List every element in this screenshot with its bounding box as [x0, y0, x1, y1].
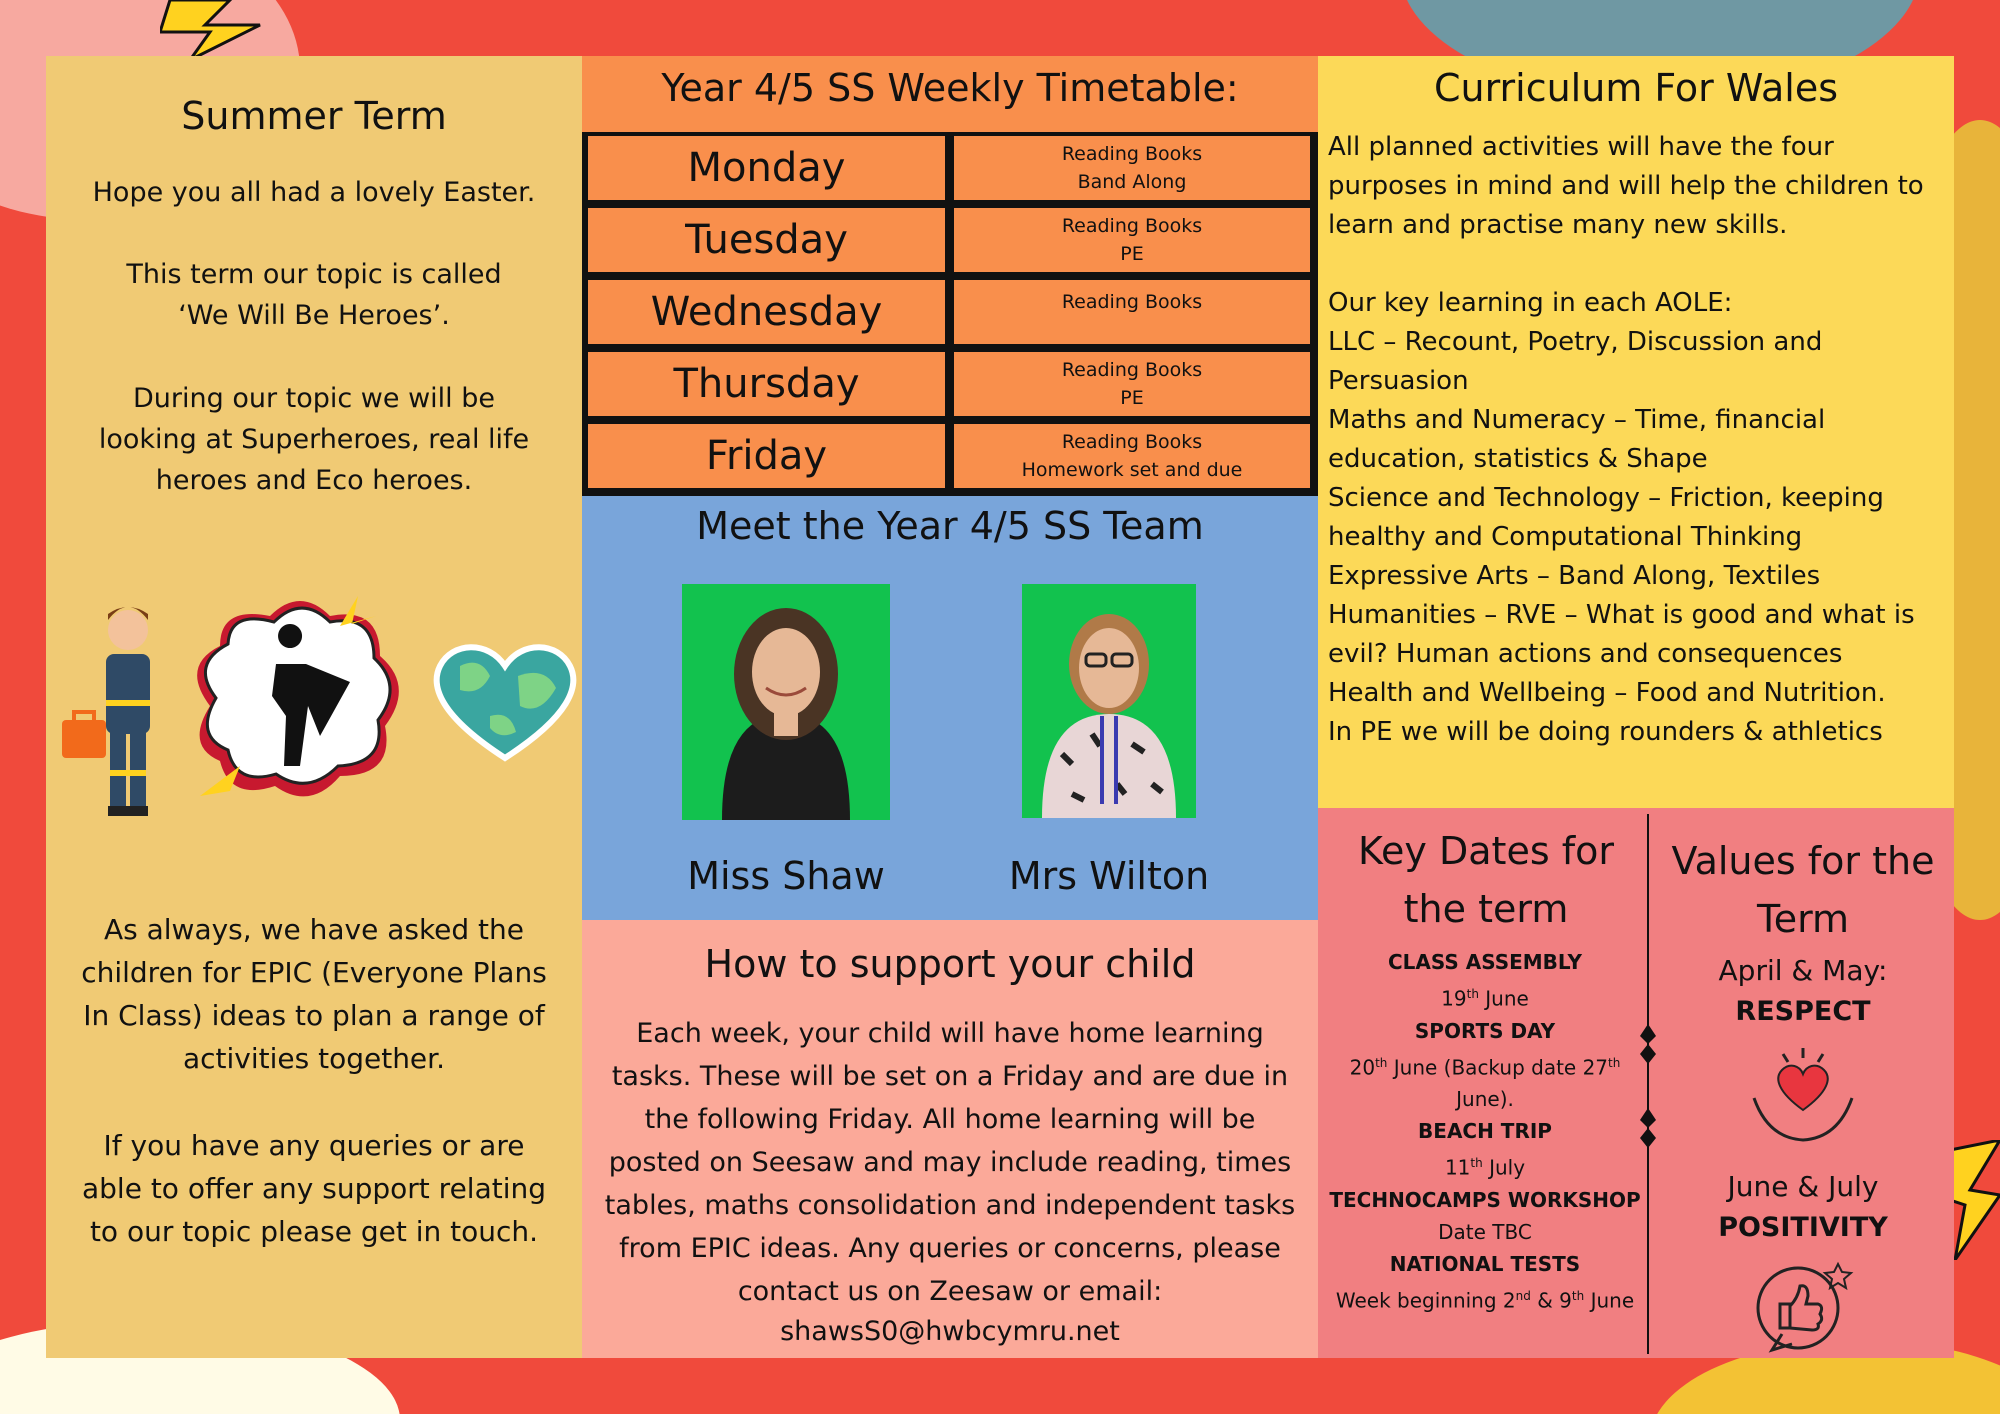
date-event-name: NATIONAL TESTS: [1389, 1251, 1581, 1276]
date-event-when: 11th July: [1444, 1155, 1526, 1180]
timetable-row: [582, 348, 1318, 416]
curriculum-text: [1328, 128, 1948, 752]
curriculum-item: Science and Technology – Friction, keeping healthy and Computational Thinking: [1328, 483, 1884, 552]
date-event-when: 20th June (Backup date 27th June).: [1349, 1055, 1621, 1112]
date-event-when: Date TBC: [1438, 1219, 1532, 1244]
date-event-name: CLASS ASSEMBLY: [1387, 950, 1583, 974]
timetable-row: [582, 420, 1318, 496]
date-event-when: 19th June: [1441, 986, 1529, 1011]
timetable-activities: Reading Books Homework set and due: [954, 424, 1310, 488]
timetable-title: Year 4/5 SS Weekly Timetable:: [661, 66, 1239, 110]
curriculum-title: Curriculum For Wales: [1433, 66, 1839, 110]
timetable-row: [582, 204, 1318, 272]
team-title: Meet the Year 4/5 SS Team: [696, 504, 1204, 548]
curriculum-intro: All planned activities will have the four purposes in mind and will help the children to learn and practise many new skills.: [1328, 132, 1924, 240]
timetable-panel: [582, 56, 1318, 496]
summer-para-1: Hope you all had a lovely Easter.: [92, 177, 536, 208]
summer-term-title: Summer Term: [181, 94, 447, 138]
summer-para-4: As always, we have asked the children for EPIC (Everyone Plans In Class) ideas to plan a range of activities together.: [81, 913, 547, 1075]
lightning-decor-right-icon: [1950, 1140, 2000, 1260]
superhero-burst-icon: [180, 586, 410, 826]
curriculum-panel: [1318, 56, 1954, 808]
values-period-1: April & May:: [1718, 954, 1888, 987]
summer-para-2: This term our topic is called ‘We Will Be Heroes’.: [126, 259, 502, 331]
curriculum-item: Humanities – RVE – What is good and what is evil? Human actions and consequences: [1328, 600, 1915, 669]
lightning-decor-icon: [160, 0, 280, 60]
divider-line: [1647, 814, 1649, 1354]
support-title: How to support your child: [704, 942, 1196, 986]
summer-para-3: During our topic we will be looking at Superheroes, real life heroes and Eco heroes.: [98, 383, 530, 496]
key-dates-title: Key Dates for the term: [1358, 829, 1614, 931]
values-value-1: RESPECT: [1735, 996, 1871, 1027]
date-event-when: Week beginning 2nd & 9th June: [1335, 1288, 1635, 1313]
values-value-2: POSITIVITY: [1718, 1212, 1888, 1243]
date-event-name: BEACH TRIP: [1418, 1119, 1552, 1144]
support-body: Each week, your child will have home learning tasks. These will be set on a Friday and are due in the following Friday. All home learning will be posted on Seesaw and may include reading, times tables, maths consolidation and independent tasks from EPIC ideas. Any queries or concerns, please contact us on Zeesaw or email:: [604, 1018, 1296, 1307]
timetable-day: Monday: [588, 136, 945, 200]
timetable-row: [582, 132, 1318, 200]
summer-term-panel: [46, 56, 582, 1358]
thumbs-up-icon: [1752, 1258, 1862, 1354]
paramedic-illustration-icon: [62, 590, 172, 830]
curriculum-item: In PE we will be doing rounders & athletics: [1328, 717, 1883, 747]
curriculum-key-heading: Our key learning in each AOLE:: [1328, 288, 1733, 318]
timetable-activities: Reading Books PE: [954, 352, 1310, 416]
timetable-activities: Reading Books Band Along: [954, 136, 1310, 200]
team-panel: [582, 496, 1318, 920]
teacher-name-1: Miss Shaw: [687, 854, 885, 898]
dates-values-panel: [1318, 808, 1954, 1358]
teacher-photo-mrs-wilton: [1022, 584, 1196, 818]
timetable-row: [582, 276, 1318, 344]
support-email-link[interactable]: shawsS0@hwbcymru.net: [780, 1316, 1120, 1347]
teacher-name-2: Mrs Wilton: [1008, 854, 1210, 898]
earth-heart-icon: [430, 636, 580, 766]
values-title: Values for the Term: [1671, 839, 1935, 941]
date-event-name: SPORTS DAY: [1414, 1018, 1556, 1043]
timetable-day: Wednesday: [588, 280, 945, 344]
curriculum-item: Maths and Numeracy – Time, financial education, statistics & Shape: [1328, 405, 1826, 474]
curriculum-item: Health and Wellbeing – Food and Nutrition.: [1328, 678, 1886, 708]
timetable-day: Thursday: [588, 352, 945, 416]
date-event-name: TECHNOCAMPS WORKSHOP: [1329, 1187, 1641, 1212]
timetable-activities: Reading Books PE: [954, 208, 1310, 272]
summer-para-5: If you have any queries or are able to offer any support relating to our topic please get in touch.: [81, 1129, 547, 1248]
support-panel: [582, 920, 1318, 1358]
key-dates-list: [1324, 946, 1646, 1317]
timetable-grid: [582, 132, 1318, 496]
timetable-activities: Reading Books: [954, 280, 1310, 344]
timetable-day: Friday: [588, 424, 945, 488]
curriculum-item: Expressive Arts – Band Along, Textiles: [1328, 561, 1821, 591]
teacher-photo-miss-shaw: [682, 584, 890, 820]
values-period-2: June & July: [1727, 1170, 1879, 1203]
curriculum-item: LLC – Recount, Poetry, Discussion and Persuasion: [1328, 327, 1823, 396]
timetable-day: Tuesday: [588, 208, 945, 272]
heart-hands-icon: [1748, 1048, 1858, 1148]
